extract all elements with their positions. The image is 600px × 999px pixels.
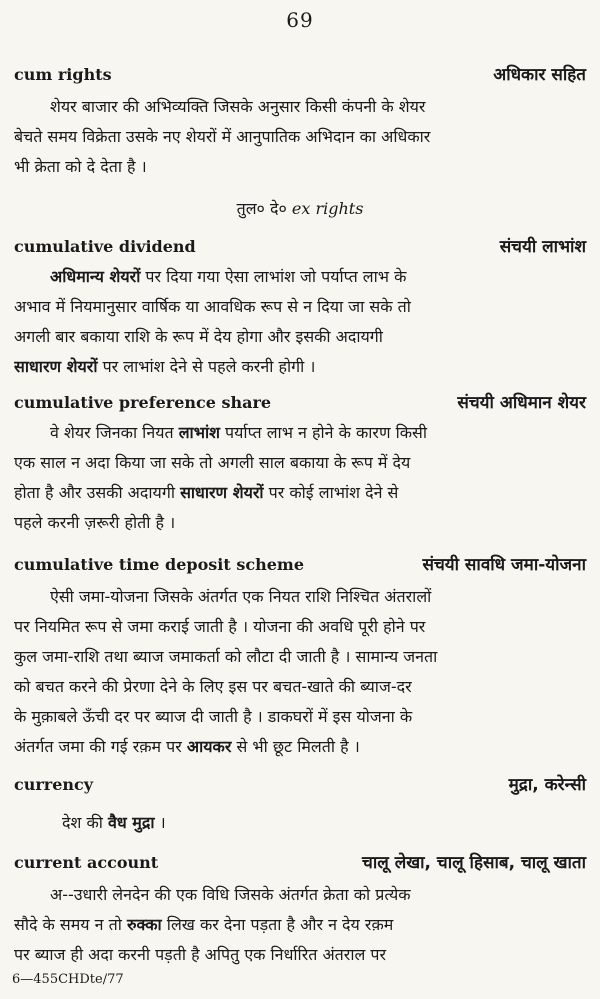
definition-line <box>14 880 586 910</box>
definition-current-account <box>14 880 586 970</box>
definition-text: होता है और उसकी अदायगी <box>14 483 181 502</box>
cross-ref-term: साधारण शेयरों <box>180 483 264 502</box>
definition-cum-rights <box>14 92 586 182</box>
hindi-term: संचयी सावधि जमा-योजना <box>422 555 586 575</box>
definition-text: लिख कर देना पड़ता है और न देय रक़म <box>161 915 394 934</box>
cross-ref-term: लाभांश <box>178 423 220 442</box>
definition-line <box>14 612 586 642</box>
definition-line <box>14 448 586 478</box>
definition-line <box>14 508 586 538</box>
definition-text: पर दिया गया ऐसा लाभांश जो पर्याप्त लाभ के <box>140 267 407 286</box>
entry-heading-currency <box>14 772 586 795</box>
definition-line <box>14 352 586 382</box>
definition-text: पर ब्याज ही अदा करनी पड़ती है अपितु एक निर्धारित अंतराल पर <box>14 945 387 964</box>
english-term: cumulative preference share <box>14 393 272 412</box>
cross-reference <box>0 197 600 219</box>
xref-prefix: तुल० दे० <box>236 199 287 218</box>
hindi-term: संचयी अधिमान शेयर <box>457 393 586 413</box>
definition-text: अंतर्गत जमा की गई रक़म पर <box>14 737 187 756</box>
definition-currency <box>14 808 586 838</box>
definition-line <box>14 582 586 612</box>
definition-line <box>14 478 586 508</box>
definition-text: । <box>154 813 166 832</box>
entry-heading-cumulative-dividend <box>14 234 586 257</box>
cross-ref-term: अधिमान्य शेयरों <box>50 267 141 286</box>
definition-line <box>14 262 586 292</box>
english-term: currency <box>14 775 94 794</box>
definition-text: पर कोई लाभांश देने से <box>263 483 399 502</box>
definition-text: पर लाभांश देने से पहले करनी होगी । <box>97 357 316 376</box>
page-number: 69 <box>286 8 314 32</box>
definition-line <box>14 672 586 702</box>
definition-text: कुल जमा-राशि तथा ब्याज जमाकर्ता को लौटा दी जाती है । सामान्य जनता <box>14 647 438 666</box>
definition-cumulative-dividend <box>14 262 586 382</box>
cross-ref-term: रुक्का <box>126 915 162 934</box>
definition-text: ऐसी जमा-योजना जिसके अंतर्गत एक नियत राशि निश्चित अंतरालों <box>50 587 432 606</box>
hindi-term: चालू लेखा, चालू हिसाब, चालू खाता <box>362 853 586 873</box>
english-term: cumulative time deposit scheme <box>14 555 304 574</box>
definition-text: को बचत करने की प्रेरणा देने के लिए इस पर बचत-खाते की ब्याज-दर <box>14 677 412 696</box>
definition-text: पर्याप्त लाभ न होने के कारण किसी <box>219 423 427 442</box>
definition-line: भी क्रेता को दे देता है । <box>14 157 147 176</box>
definition-line: बेचते समय विक्रेता उसके नए शेयरों में आनुपातिक अभिदान का अधिकार <box>14 127 431 146</box>
definition-line <box>14 642 586 672</box>
english-term: cum rights <box>14 65 112 84</box>
definition-line <box>14 910 586 940</box>
definition-text: पहले करनी ज़रूरी होती है । <box>14 513 176 532</box>
definition-line <box>14 292 586 322</box>
english-term: cumulative dividend <box>14 237 196 256</box>
footer-code: 6—455CHDte/77 <box>12 972 124 987</box>
definition-cumulative-preference-share <box>14 418 586 538</box>
cross-ref-term: आयकर <box>186 737 232 756</box>
hindi-term: मुद्रा, करेन्सी <box>508 775 586 795</box>
entry-heading-cumulative-preference-share <box>14 390 586 413</box>
entry-heading-cum-rights <box>14 62 586 85</box>
definition-text: पर नियमित रूप से जमा कराई जाती है । योजना की अवधि पूरी होने पर <box>14 617 426 636</box>
hindi-term: अधिकार सहित <box>493 65 586 85</box>
definition-text: सौदे के समय न तो <box>14 915 127 934</box>
cross-ref-term: साधारण शेयरों <box>14 357 98 376</box>
definition-line <box>14 418 586 448</box>
definition-line: शेयर बाजार की अभिव्यक्ति जिसके अनुसार किसी कंपनी के शेयर <box>50 97 426 116</box>
definition-line <box>62 808 586 838</box>
definition-cumulative-time-deposit-scheme <box>14 582 586 762</box>
entry-heading-cumulative-time-deposit-scheme <box>14 552 586 575</box>
definition-line <box>14 322 586 352</box>
definition-text: अ--उधारी लेनदेन की एक विधि जिसके अंतर्गत क्रेता को प्रत्येक <box>50 885 411 904</box>
hindi-term: संचयी लाभांश <box>499 237 586 257</box>
definition-text: अभाव में नियमानुसार वार्षिक या आवधिक रूप से न दिया जा सके तो <box>14 297 411 316</box>
entry-heading-current-account <box>14 850 586 873</box>
cross-ref-term: वैध मुद्रा <box>107 813 155 832</box>
definition-text: के मुक़ाबले ऊँची दर पर ब्याज दी जाती है । डाकघरों में इस योजना के <box>14 707 413 726</box>
definition-text: देश की <box>62 813 108 832</box>
definition-line <box>14 702 586 732</box>
definition-text: अगली बार बकाया राशि के रूप में देय होगा और इसकी अदायगी <box>14 327 383 346</box>
english-term: current account <box>14 853 159 872</box>
definition-text: एक साल न अदा किया जा सके तो अगली साल बकाया के रूप में देय <box>14 453 411 472</box>
definition-line <box>14 940 586 970</box>
definition-line <box>14 732 586 762</box>
definition-text: वे शेयर जिनका नियत <box>50 423 179 442</box>
xref-target: ex rights <box>291 199 364 218</box>
definition-text: से भी छूट मिलती है । <box>231 737 360 756</box>
